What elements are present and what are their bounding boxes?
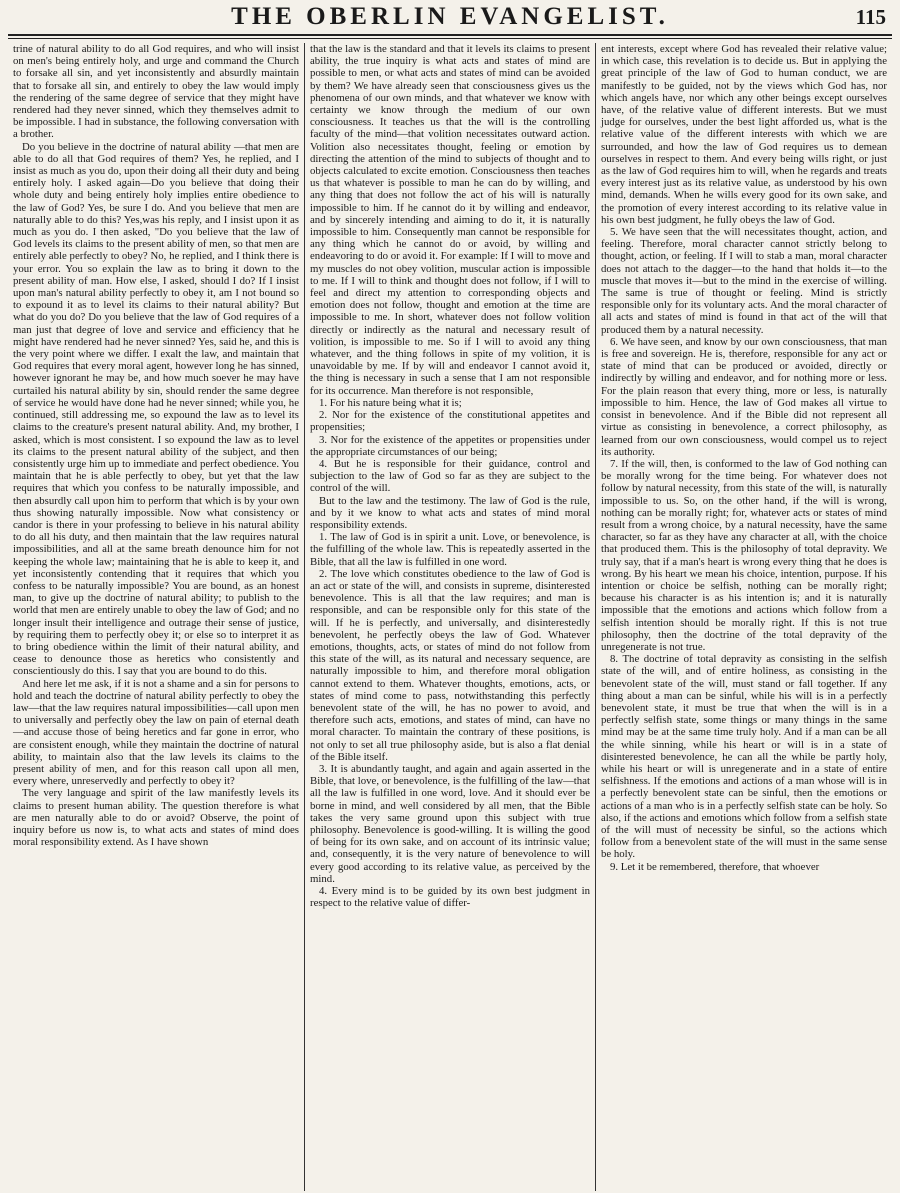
paragraph: 4. Every mind is to be guided by its own best judgment in respect to the relative value of differ- — [310, 885, 590, 910]
paragraph: And here let me ask, if it is not a shame and a sin for persons to hold and teach the doctrine of natural ability perfectly to obey the law—that the law requires natural impossibilities—call upon men to universally and perfectly obey the law on pain of eternal death—and accuse those of being heretics and far gone in error, who are consistent enough, while they maintain the doctrine of natural ability, to maintain also that the law levels its claims to the present ability of men, and for this reason call upon all men, every where, unreservedly and perfectly to obey it? — [13, 677, 299, 788]
page-number: 115 — [855, 5, 886, 29]
masthead — [8, 0, 892, 36]
column-1 — [8, 43, 304, 1191]
publication-title: THE OBERLIN EVANGELIST. — [231, 3, 669, 30]
paragraph: Do you believe in the doctrine of natural ability —that men are able to do all that God requires of them? Yes, he replied, and I insist as much as you do, upon their doing all their duty and being entirely holy. I asked again—Do you believe that doing their whole duty and being entirely holy implies entire obedience to the law of God? Yes, be sure I do. And you believe that men are naturally able to do this? Yes,was his reply, and I insist upon it as much as you do. I then asked, "Do you believe that the law of God levels its claims to the present ability of men, so that men are entirely able perfectly to obey? No, he replied, and I think there is your error. You so explain the law as to bring it down to the present ability of man. How else, I asked, should I do? If I insist upon man's natural ability perfectly to obey it, am I not bound so to expound it as to level its claims to their natural ability? But what do you do? Do you believe that the law of God requires of a man just that degree of love and service and efficiency that he might have rendered had he never sinned? Yes, said he, and this is the very point where we differ. I exalt the law, and maintain that God requires that every moral agent, however long he has sinned, however ignorant he may be, and how much soever he may have curtailed his natural ability by sin, should render the same degree of service he would have done had he never sinned; while you, he continued, still addressing me, so expound the law as to level its claims to the creature's present natural ability. And, my brother, I asked, which is most consistent. I so expound the law as to level its claims to the present natural ability of the subject, and then consistently urge him up to immediate and perfect obedience. You maintain that he is able perfectly to obey, but yet that the law requires that which you confess to be naturally impossible, and then absurdly call upon him to perform that which is by your own thus showing naturally impossible. Now what consistency or candor is there in your professing to believe in his natural ability to do all his duty, and then maintain that the law requires natural impossibilities, and all at the same breath denounce him for not keeping the whole law; maintaining that he is able to keep it, and yet inconsistently contending that it requires that which you confess to be naturally impossible? You are bound, as an honest man, to give up the doctrine of natural ability; to publish to the world that men are entirely unable to obey the law of God; and no longer insult their intelligence and outrage their sense of justice, by requiring them to perfectly obey it; or else so to interpret it as to bring obedience within the limit of their natural ability, and cease to denounce those as heretics who consistently and conscientiously do this. I say that you are bound to do this. — [13, 140, 299, 678]
paragraph: trine of natural ability to do all God requires, and who will insist on men's being entirely holy, and urge and command the Church to forsake all sin, and yet inconsistently and absurdly maintain that to forsake all sin, and entirely to obey the law would imply the rendering of the same degree of service that they might have rendered had they never sinned, which they themselves admit to be impossible. I had in substance, the following conversation with a brother. — [13, 43, 299, 141]
list-item: 3. Nor for the existence of the appetites or propensities under the appropriate circumstances of our being; — [310, 433, 590, 458]
paragraph: that the law is the standard and that it levels its claims to present ability, the true inquiry is what acts and states of mind are possible to men, or what acts and states of mind can be avoided by them? We have already seen that consciousness gives us the phenomena of our own minds, and that whatever we know with certainty we know through the medium of our own consciousness. It teaches us that the will is the controlling faculty of the mind—that volition necessitates outward action. Volition also necessitates thought, feeling or emotion by directing the attention of the mind to subjects of thought and to objects calculated to excite emotion. Consciousness then teaches us that whatever is possible to man he can do by willing, and any thing that does not follow the act of his will is naturally impossible to him. If he cannot do it by willing and endeavor, and by sincerely intending and aiming to do it, it is naturally impossible to him. Consequently man cannot be responsible for any thing which he cannot do or avoid, by willing and endeavoring to do or avoid it. For example: If I will to move and my muscles do not obey volition, muscular action is impossible to me. If I will to think and thought does not follow, if I will to feel and direct my attention to corresponding objects and emotion does not follow, thought and emotion at the time are impossible to me. In short, whatever does not follow volition directly or indirectly as the natural and necessary result of volition, is impossible to me. So if I will to avoid any thing whatever, and the thing follows in spite of my volition, it is unavoidable by me. If by will and endeavor I cannot avoid it, the thing is necessary in such a sense that I am not responsible for its occurrence. Man therefore is not responsible, — [310, 43, 590, 397]
paragraph: 6. We have seen, and know by our own consciousness, that man is free and sovereign. He is, therefore, responsible for any act or state of mind that can be produced or avoided, directly or indirectly by willing and endeavor, and for nothing more or less. For the plain reason that every thing, more or less, is naturally impossible to him. Hence, the law of God makes all virtue to consist in benevolence. And if the Bible did not represent all virtue as consisting in benevolence, a correct philosophy, as learned from our own consciousness, would compel us to reject its authority. — [601, 335, 887, 458]
paragraph: 3. It is abundantly taught, and again and again asserted in the Bible, that love, or benevolence, is the fulfilling of the law—that all the law is fulfilled in one word, love. And it should ever be borne in mind, and well considered by all men, that the Bible takes the very same ground upon this subject with true philosophy. Benevolence is good-willing. It is willing the good of being for its own sake, and on account of its intrinsic value; and, consequently, it is the very nature of benevolence to will every good according to its relative value, as perceived by the mind. — [310, 762, 590, 885]
masthead-rule — [8, 38, 892, 39]
responsibility-list — [310, 397, 590, 495]
list-item: 4. But he is responsible for their guidance, control and subjection to the law of God so far as they are subject to the control of the will. — [310, 457, 590, 495]
paragraph: But to the law and the testimony. The law of God is the rule, and by it we know to what acts and states of mind moral responsibility extends. — [310, 494, 590, 531]
paragraph: ent interests, except where God has revealed their relative value; in which case, this revelation is to decide us. But in applying the great principle of the law of God to human conduct, we are manifestly to be guided, not by the views which God has, nor which angels have, nor which any other beings except ourselves have, of the relative value of different interests. But we must judge for ourselves, under the best light afforded us, what is the relative value of the different interests with which we are surrounded, and how the law of God requires us to demean ourselves in respect to them. And every being wills right, or just as the law of God requires him to will, when he regards and treats every interest just as its relative value, as understood by his own mind, demands. When he wills every good for its own sake, and the promotion of every interest according to its relative value in his own best judgment, he fully obeys the law of God. — [601, 43, 887, 226]
list-item: 2. Nor for the existence of the constitutional appetites and propensities; — [310, 409, 590, 434]
paragraph: 5. We have seen that the will necessitates thought, action, and feeling. Therefore, moral character cannot strictly belong to thought, action, or feeling. If I will to stab a man, moral character does not attach to the dagger—to the hand that holds it—to the muscle that moves it—but to the mind in the exercise of willing. The same is true of thought or feeling. Mind is strictly responsible only for its voluntary acts. And the moral character of all acts and states of mind is found in that act of the will that produced them by a natural necessity. — [601, 226, 887, 336]
paragraph: 7. If the will, then, is conformed to the law of God nothing can be morally wrong for the time being. For whatever does not follow by natural necessity, from this state of the will, is naturally impossible to us. So, on the other hand, if the will is wrong, nothing can be morally right; for, whatever acts or states of mind result from a wrong choice, by a natural necessity, have the same character, so far as they have any character at all, with the choice that produced them. This is the philosophy of total depravity. We truly say, that if a man's heart is wrong every thing that he does is wrong. By his heart we mean his choice, intention, purpose. If his intention or choice be selfish, nothing can be morally right; because his character is as his intention is; and it is naturally impossible that the emotions and actions which follow from a selfish intention should be morally right. If this is not true philosophy, then the doctrine of the total depravity of the unregenerate is not true. — [601, 457, 887, 653]
paragraph: 9. Let it be remembered, therefore, that whoever — [610, 860, 820, 873]
column-2 — [304, 43, 596, 1191]
paragraph: The very language and spirit of the law manifestly levels its claims to present human ability. The question therefore is what are men naturally able to do or avoid? Observe, the point of inquiry before us now is, to what acts and states of mind does moral responsibility extend. As I have shown — [13, 787, 299, 849]
article-columns — [8, 43, 892, 1191]
paragraph: 8. The doctrine of total depravity as consisting in the selfish state of the will, and of entire holiness, as consisting in the benevolent state of the will, must stand or fall together. If any thing about a man can be sinful, while his will is in a perfectly benevolent state, it must be true that when the will is in a perfectly selfish state, some things or many things in the same mind may be at the same time truly holy. And if a man can be all the while sinning, while his heart or will is in a state of disinterested benevolence, he can all the while be partly holy, while his heart or will is unregenerate and in a state of entire selfishness. If the emotions and actions of a man whose will is in a perfectly benevolent state can be sinful, then the emotions or actions of a man who is in a perfectly selfish state can be holy. So also, if the actions and emotions which follow from a selfish state of the will must of necessity be sinful, so the actions which follow from a benevolent state of the will must in the same sense be holy. — [601, 653, 887, 861]
paragraph: 2. The love which constitutes obedience to the law of God is an act or state of the will, and consists in supreme, disinterested benevolence. This is all that the law requires; and man is responsible, and can be responsible only for this state of the will. If he is perfectly, and universally, and disinterestedly benevolent, he perfectly obeys the law of God. Whatever emotions, thoughts, acts, or states of mind do not follow from this state of the will, as its natural and necessary sequence, are naturally impossible to him, and therefore moral obligation cannot extend to them. Whatever thoughts, emotions, acts, or states of mind come to pass, notwithstanding this perfectly benevolent state of the will, he has no power to avoid, and therefore such acts, emotions, and states of mind, can have no moral character. To maintain the contrary of these positions, is not only to set all true philosophy aside, but is also a flat denial of the Bible itself. — [310, 567, 590, 763]
list-item: 1. For his nature being what it is; — [319, 396, 462, 409]
paragraph: 1. The law of God is in spirit a unit. Love, or benevolence, is the fulfilling of the whole law. This is repeatedly asserted in the Bible, that all the law is fulfilled in one word. — [310, 531, 590, 568]
column-3 — [596, 43, 892, 1191]
